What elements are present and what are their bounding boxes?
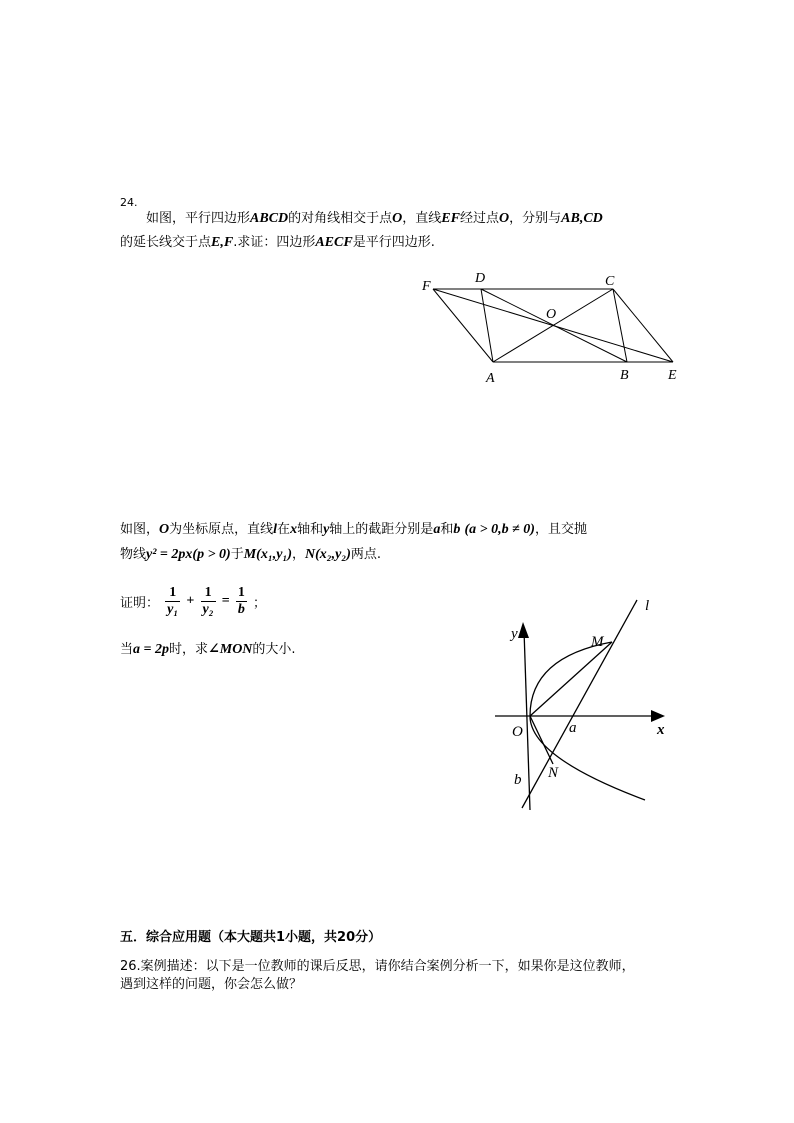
x-axis-arrow	[651, 710, 665, 722]
label-m: M	[591, 634, 604, 650]
segment-af	[433, 289, 493, 362]
question-24-line2: 的延长线交于点E,F.求证：四边形AECF是平行四边形.	[120, 235, 435, 250]
label-b: b	[514, 772, 522, 788]
label-a: a	[569, 720, 577, 736]
label-y: y	[511, 626, 518, 642]
segment-ce	[613, 289, 673, 362]
segment-bc	[613, 289, 627, 362]
y-axis	[524, 630, 530, 810]
label-x: x	[657, 722, 665, 738]
segment-ad	[481, 289, 493, 362]
label-l: l	[645, 598, 650, 614]
segment-on	[530, 716, 553, 764]
label-c: C	[605, 274, 615, 289]
label-o: O	[512, 724, 523, 740]
question-25-part1: 证明： $\frac{1}{\text{y₁}}$ + $\frac{1}{\text{y₂}}$ = $\frac{1}{b}$ ；	[120, 585, 267, 617]
section-5-title: 五．综合应用题（本大题共1小题，共20分）	[120, 930, 382, 945]
fraction-1-over-b: $\frac{1}{b}$	[237, 585, 245, 617]
segment-om	[530, 642, 612, 716]
label-o: O	[546, 307, 557, 322]
parallelogram-figure	[415, 268, 685, 388]
question-26-line1: 26.案例描述：以下是一位教师的课后反思，请你结合案例分析一下，如果你是这位教师，	[120, 959, 635, 974]
label-n: N	[548, 765, 559, 781]
parabola-figure	[495, 592, 695, 817]
fraction-1-over-y2: $\frac{1}{\text{y₂}}$	[202, 585, 214, 617]
line-ef	[433, 289, 673, 362]
question-25-line1: 如图，O为坐标原点，直线l在x轴和y轴上的截距分别是a和b (a > 0,b ≠ 0)，且交抛	[120, 522, 587, 537]
line-l	[522, 600, 637, 808]
fraction-1-over-y1: $\frac{1}{\text{y₁}}$	[167, 585, 179, 617]
question-25-part2: 当a = 2p时，求∠MON的大小.	[120, 642, 296, 657]
label-d: D	[475, 271, 486, 286]
label-f: F	[422, 279, 431, 294]
question-24-line1: 如图，平行四边形ABCD的对角线相交于点O，直线EF经过点O，分别与AB,CD	[146, 211, 603, 226]
label-e: E	[668, 368, 677, 383]
question-26-line2: 遇到这样的问题，你会怎么做？	[120, 977, 303, 992]
y-axis-arrow	[518, 622, 529, 638]
question-25-line2: 物线y² = 2px(p > 0)于M(x₁,y₁)，N(x₂,y₂)两点.	[120, 547, 382, 562]
label-b: B	[620, 368, 629, 383]
label-a: A	[486, 371, 495, 386]
question-24-number: 24.	[120, 196, 138, 209]
